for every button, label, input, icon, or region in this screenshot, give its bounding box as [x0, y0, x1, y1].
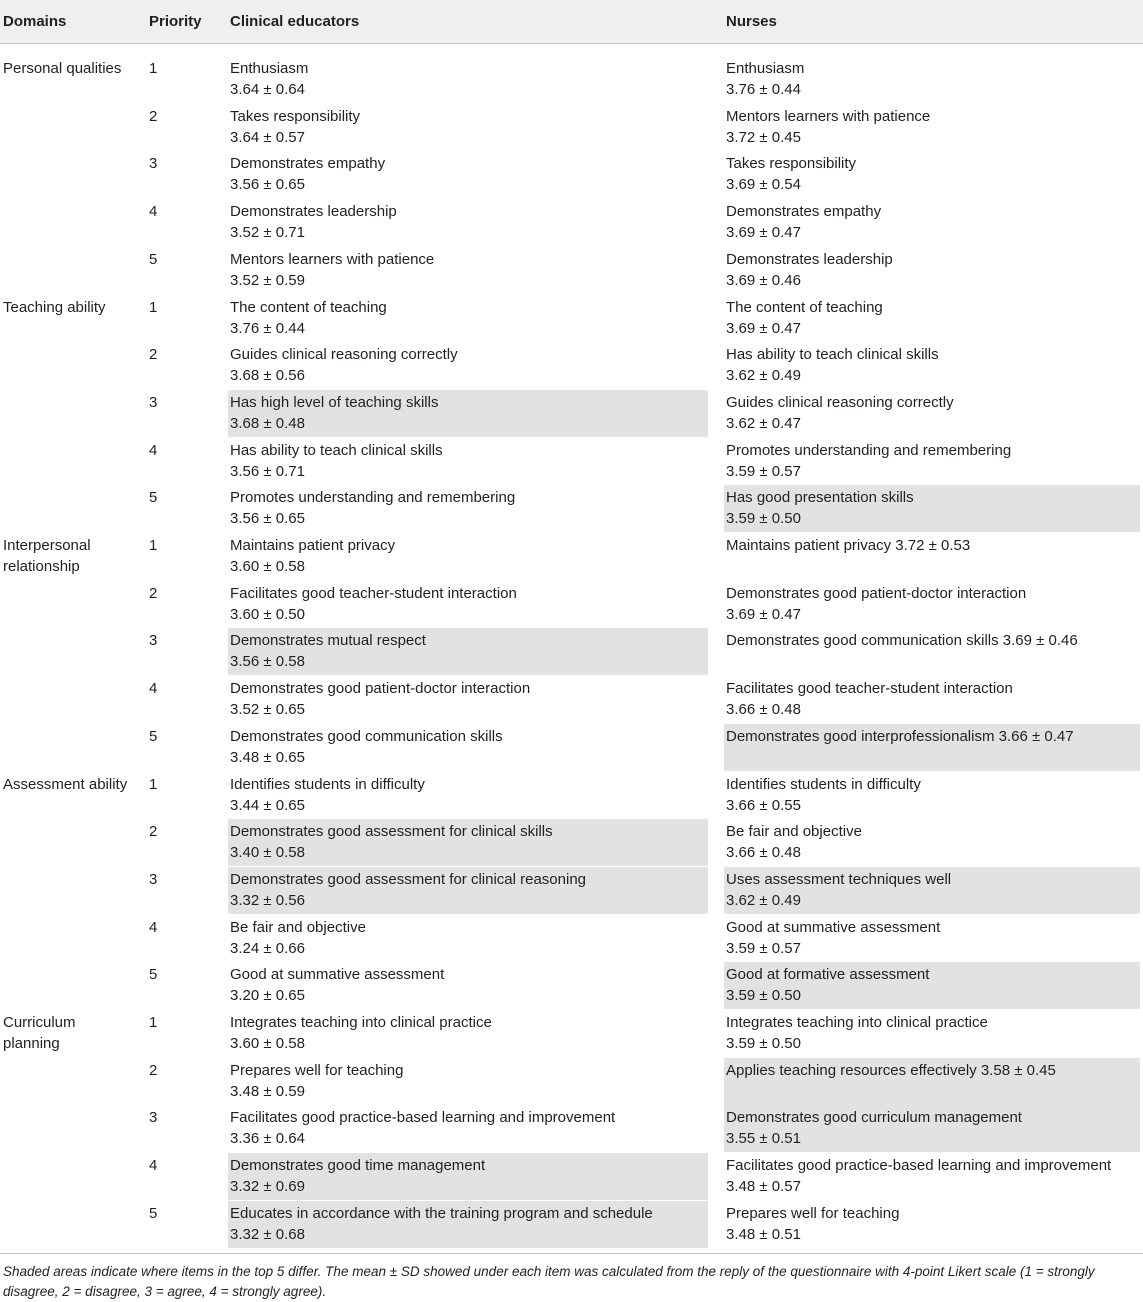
header-priority: Priority: [149, 13, 202, 30]
nurse-value: 3.59 ± 0.50: [726, 510, 801, 528]
nurse-item: Demonstrates good curriculum management: [726, 1109, 1022, 1127]
educator-cell: [228, 962, 708, 1009]
nurse-cell: [724, 915, 1140, 962]
educator-cell: [228, 1153, 708, 1200]
nurse-cell: [724, 56, 1140, 103]
educator-item: Demonstrates empathy: [230, 155, 386, 173]
priority-rank: 2: [149, 107, 158, 125]
educator-item: Guides clinical reasoning correctly: [230, 346, 458, 364]
nurse-item: Enthusiasm: [726, 60, 805, 77]
nurse-value: 3.69 ± 0.54: [726, 176, 801, 194]
educator-item: Integrates teaching into clinical practice: [230, 1014, 492, 1031]
educator-cell: [228, 151, 708, 198]
table-header: [0, 0, 1143, 44]
nurse-item: The content of teaching: [726, 298, 883, 316]
educator-item: The content of teaching: [230, 298, 387, 316]
educator-value: 3.68 ± 0.56: [230, 367, 305, 385]
educator-cell: [228, 247, 708, 294]
domain-label: Interpersonal: [3, 537, 91, 554]
educator-value: 3.36 ± 0.64: [230, 1130, 305, 1148]
nurse-cell: [724, 295, 1140, 342]
nurse-value: 3.69 ± 0.47: [726, 319, 801, 337]
educator-cell: [228, 915, 708, 962]
nurse-cell: [724, 772, 1140, 819]
educator-value: 3.32 ± 0.68: [230, 1225, 305, 1243]
educator-item: Identifies students in difficulty: [230, 775, 425, 793]
educator-cell: [228, 295, 708, 342]
educator-item: Be fair and objective: [230, 918, 366, 936]
priority-rank: 1: [149, 537, 158, 554]
educator-item: Demonstrates leadership: [230, 203, 397, 221]
educator-item: Maintains patient privacy: [230, 537, 396, 554]
table-bottom-rule: [0, 1253, 1143, 1254]
priority-rank: 4: [149, 918, 158, 936]
educator-value: 3.76 ± 0.44: [230, 319, 305, 337]
nurse-value: 3.48 ± 0.57: [726, 1178, 801, 1196]
educator-cell: [228, 676, 708, 723]
educator-item: Has high level of teaching skills: [230, 393, 439, 411]
priority-rank: 4: [149, 441, 158, 459]
nurse-cell: [724, 533, 1140, 580]
educator-item: Demonstrates good assessment for clinical skills: [230, 823, 553, 841]
nurse-item: Demonstrates good interprofessionalism 3.66 ± 0.47: [726, 727, 1074, 745]
educator-value: 3.60 ± 0.50: [230, 605, 305, 623]
nurse-item: Prepares well for teaching: [726, 1204, 900, 1222]
priority-rank: 3: [149, 870, 158, 888]
priority-rank: 1: [149, 298, 158, 316]
priority-rank: 4: [149, 203, 158, 221]
educator-value: 3.48 ± 0.59: [230, 1082, 305, 1100]
educator-cell: [228, 199, 708, 246]
educator-item: Demonstrates good assessment for clinical reasoning: [230, 870, 587, 888]
domain-label: Curriculum: [3, 1014, 76, 1031]
educator-cell: [228, 56, 708, 103]
educator-cell: [228, 1201, 708, 1248]
nurse-item: Integrates teaching into clinical practice: [726, 1014, 988, 1031]
domain-label: Personal qualities: [3, 60, 122, 77]
nurse-value: 3.59 ± 0.50: [726, 1035, 801, 1052]
nurse-cell: [724, 104, 1140, 151]
educator-item: Demonstrates good patient-doctor interaction: [230, 680, 531, 698]
educator-value: 3.52 ± 0.65: [230, 701, 305, 719]
priority-rank: 4: [149, 1157, 158, 1175]
educator-value: 3.44 ± 0.65: [230, 796, 305, 814]
nurse-cell: [724, 1058, 1140, 1105]
educator-value: 3.56 ± 0.65: [230, 510, 305, 528]
priority-rank: 2: [149, 584, 158, 602]
nurse-item: Identifies students in difficulty: [726, 775, 921, 793]
nurse-cell: [724, 438, 1140, 485]
nurse-value: 3.66 ± 0.48: [726, 701, 801, 719]
educator-cell: [228, 104, 708, 151]
priority-rank: 1: [149, 1014, 158, 1031]
educator-item: Enthusiasm: [230, 60, 309, 77]
educator-cell: [228, 724, 708, 771]
nurse-cell: [724, 724, 1140, 771]
priority-rank: 2: [149, 823, 158, 841]
domain-label: planning: [3, 1035, 60, 1052]
nurse-value: 3.62 ± 0.49: [726, 367, 801, 385]
nurse-item: Demonstrates empathy: [726, 203, 882, 221]
nurse-item: Has ability to teach clinical skills: [726, 346, 939, 364]
priority-rank: 5: [149, 966, 158, 984]
educator-value: 3.40 ± 0.58: [230, 844, 305, 862]
educator-value: 3.24 ± 0.66: [230, 939, 305, 957]
educator-value: 3.20 ± 0.65: [230, 987, 305, 1005]
educator-value: 3.64 ± 0.64: [230, 81, 305, 98]
educator-value: 3.56 ± 0.71: [230, 462, 305, 480]
priority-rank: 3: [149, 155, 158, 173]
educator-cell: [228, 342, 708, 389]
nurse-item: Demonstrates leadership: [726, 250, 893, 268]
nurse-cell: [724, 819, 1140, 866]
educator-item: Takes responsibility: [230, 107, 361, 125]
educator-item: Demonstrates mutual respect: [230, 632, 426, 650]
nurse-item: Takes responsibility: [726, 155, 857, 173]
nurse-cell: [724, 867, 1140, 914]
educator-cell: [228, 1010, 708, 1057]
nurse-item: Good at formative assessment: [726, 966, 930, 984]
educator-value: 3.32 ± 0.56: [230, 891, 305, 909]
educator-cell: [228, 533, 708, 580]
educator-cell: [228, 772, 708, 819]
nurse-value: 3.76 ± 0.44: [726, 81, 801, 98]
priority-rank: 3: [149, 393, 158, 411]
nurse-cell: [724, 628, 1140, 675]
priority-rank: 1: [149, 60, 158, 77]
educator-item: Demonstrates good communication skills: [230, 727, 503, 745]
educator-value: 3.64 ± 0.57: [230, 128, 305, 146]
nurse-item: Has good presentation skills: [726, 489, 914, 507]
educator-item: Educates in accordance with the training program and schedule: [230, 1204, 653, 1222]
nurse-cell: [724, 151, 1140, 198]
nurse-value: 3.62 ± 0.49: [726, 891, 801, 909]
educator-item: Facilitates good practice-based learning and improvement: [230, 1109, 616, 1127]
priority-rank: 5: [149, 1204, 158, 1222]
educator-value: 3.48 ± 0.65: [230, 748, 305, 766]
priority-rank: 5: [149, 250, 158, 268]
nurse-cell: [724, 247, 1140, 294]
nurse-item: Promotes understanding and remembering: [726, 441, 1012, 459]
priority-rank: 3: [149, 632, 158, 650]
nurse-cell: [724, 581, 1140, 628]
nurse-item: Facilitates good practice-based learning and improvement: [726, 1157, 1112, 1175]
educator-cell: [228, 485, 708, 532]
educator-value: 3.60 ± 0.58: [230, 1035, 305, 1052]
educator-item: Mentors learners with patience: [230, 250, 435, 268]
nurse-item: Mentors learners with patience: [726, 107, 931, 125]
nurse-item: Be fair and objective: [726, 823, 862, 841]
nurse-value: 3.48 ± 0.51: [726, 1225, 801, 1243]
educator-value: 3.52 ± 0.71: [230, 224, 305, 242]
educator-item: Has ability to teach clinical skills: [230, 441, 443, 459]
nurse-cell: [724, 1105, 1140, 1152]
educator-cell: [228, 390, 708, 437]
nurse-item: Uses assessment techniques well: [726, 870, 952, 888]
nurse-value: 3.59 ± 0.57: [726, 939, 801, 957]
nurse-value: 3.69 ± 0.47: [726, 605, 801, 623]
nurse-item: Facilitates good teacher-student interaction: [726, 680, 1013, 698]
priority-rank: 1: [149, 775, 158, 793]
educator-cell: [228, 438, 708, 485]
nurse-value: 3.69 ± 0.47: [726, 224, 801, 242]
educator-value: 3.68 ± 0.48: [230, 414, 305, 432]
nurse-item: Demonstrates good communication skills 3.69 ± 0.46: [726, 632, 1078, 650]
educator-item: Good at summative assessment: [230, 966, 445, 984]
nurse-cell: [724, 390, 1140, 437]
priority-rank: 2: [149, 346, 158, 364]
nurse-cell: [724, 676, 1140, 723]
educator-value: 3.56 ± 0.58: [230, 653, 305, 671]
nurse-value: 3.66 ± 0.55: [726, 796, 801, 814]
educator-item: Prepares well for teaching: [230, 1061, 404, 1079]
educator-cell: [228, 819, 708, 866]
educator-item: Demonstrates good time management: [230, 1157, 486, 1175]
nurse-item: Demonstrates good patient-doctor interaction: [726, 584, 1027, 602]
educator-value: 3.60 ± 0.58: [230, 558, 305, 575]
nurse-value: 3.66 ± 0.48: [726, 844, 801, 862]
nurse-item: Maintains patient privacy 3.72 ± 0.53: [726, 537, 971, 554]
educator-value: 3.32 ± 0.69: [230, 1178, 305, 1196]
educator-cell: [228, 628, 708, 675]
nurse-item: Applies teaching resources effectively 3.58 ± 0.45: [726, 1061, 1056, 1079]
header-clinical-educators: Clinical educators: [230, 13, 360, 30]
nurse-cell: [724, 1010, 1140, 1057]
nurse-value: 3.59 ± 0.57: [726, 462, 801, 480]
educator-value: 3.56 ± 0.65: [230, 176, 305, 194]
educator-cell: [228, 1058, 708, 1105]
priority-rank: 3: [149, 1109, 158, 1127]
nurse-cell: [724, 485, 1140, 532]
nurse-item: Good at summative assessment: [726, 918, 941, 936]
educator-cell: [228, 581, 708, 628]
priority-rank: 2: [149, 1061, 158, 1079]
priority-rank: 5: [149, 489, 158, 507]
table-footnote: Shaded areas indicate where items in the top 5 differ. The mean ± SD showed under each item was calculated from the reply of the questionnaire with 4-point Likert scale (1 = strongly disagree, 2 = disagree, 3 = agree, 4 = strongly agree).: [3, 1264, 1095, 1299]
header-nurses: Nurses: [726, 13, 777, 30]
domain-label: relationship: [3, 558, 80, 575]
header-domains: Domains: [3, 13, 67, 30]
nurse-value: 3.72 ± 0.45: [726, 128, 801, 146]
nurse-cell: [724, 962, 1140, 1009]
nurse-cell: [724, 199, 1140, 246]
domain-label: Assessment ability: [3, 775, 128, 793]
priority-rank: 4: [149, 680, 158, 698]
educator-cell: [228, 1105, 708, 1152]
nurse-cell: [724, 1153, 1140, 1200]
priority-rank: 5: [149, 727, 158, 745]
nurse-value: 3.59 ± 0.50: [726, 987, 801, 1005]
educator-cell: [228, 867, 708, 914]
nurse-value: 3.55 ± 0.51: [726, 1130, 801, 1148]
educator-item: Promotes understanding and remembering: [230, 489, 516, 507]
educator-item: Facilitates good teacher-student interaction: [230, 584, 517, 602]
nurse-item: Guides clinical reasoning correctly: [726, 393, 954, 411]
nurse-cell: [724, 342, 1140, 389]
nurse-cell: [724, 1201, 1140, 1248]
nurse-value: 3.69 ± 0.46: [726, 271, 801, 289]
nurse-value: 3.62 ± 0.47: [726, 414, 801, 432]
domain-label: Teaching ability: [3, 298, 106, 316]
educator-value: 3.52 ± 0.59: [230, 271, 305, 289]
